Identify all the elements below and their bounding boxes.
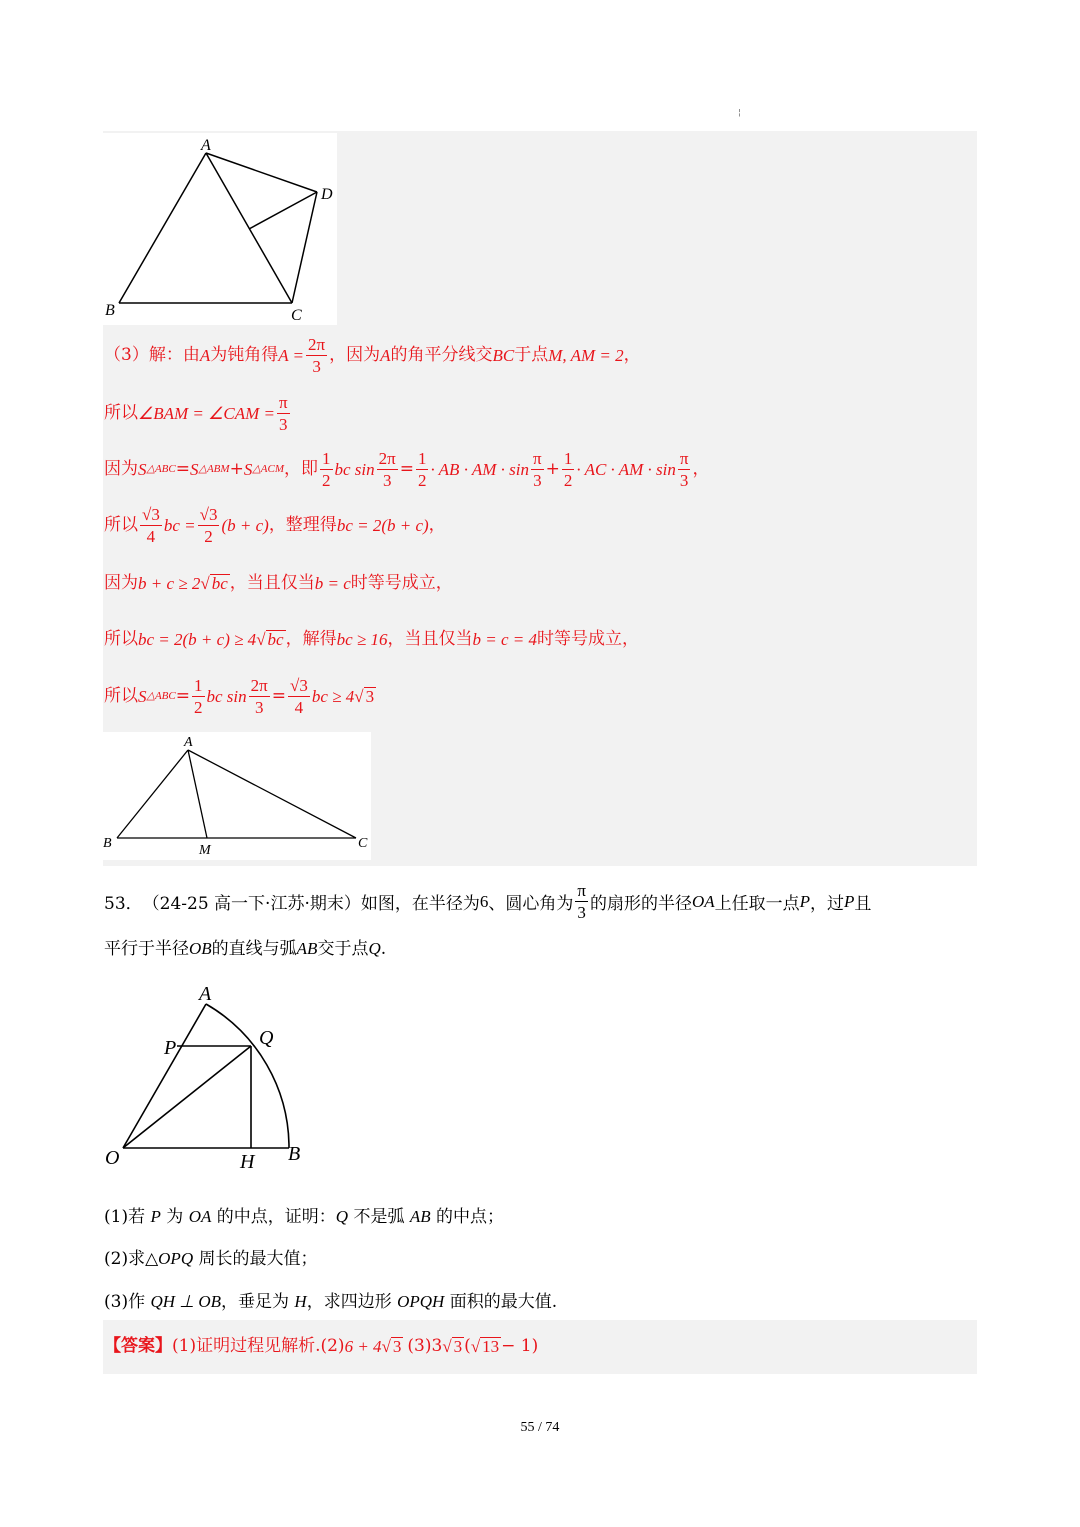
header-mark: ¦ [738,108,741,117]
label-B: B [288,1143,301,1165]
label-M: M [199,843,211,858]
solution-line-7: 所以 S △ABC = $\frac{1}{2}$ bc sin $\frac{2\pi}{3}$ = $\frac{√3}{4}$ bc ≥ 4 √ 3 [104,676,375,717]
solution-line-1: （3）解：由 A 为钝角得 A = $\frac{2\pi}{3}$ ，因为 A 的角平分线交 BC 于点 M, AM = 2 ， [104,335,641,376]
question-53-line-2: 平行于半径OB的直线与弧AB交于点Q. [104,939,387,959]
page-number: 55 / 74 [520,1420,560,1435]
label-P: P [164,1037,177,1059]
label-B: B [105,302,115,319]
solution-line-6: 所以 bc = 2(b + c) ≥ 4 √ bc ，解得 bc ≥ 16 ，当且仅当 b = c = 4 时等号成立， [104,629,639,650]
figure-triangle-bisector [103,732,371,860]
solution-line-5: 因为 b + c ≥ 2 √ bc ，当且仅当 b = c 时等号成立， [104,573,453,594]
label-Q: Q [259,1027,274,1049]
label-O: O [105,1147,120,1169]
figure-quadrilateral [103,133,337,325]
label-A: A [201,137,211,154]
answer-label: 【答案】 [104,1336,172,1357]
solution-line-4: 所以 $\frac{√3}{4}$ bc = $\frac{√3}{2}$ (b + c) ，整理得 bc = 2(b + c) ， [104,505,446,546]
question-number: 53． [104,894,143,914]
solution-line-2: 所以 ∠BAM = ∠CAM = $\frac{\pi}{3}$ [104,393,288,434]
label-H: H [240,1151,255,1173]
label-D: D [321,186,333,203]
subquestion-2: (2)求△OPQ 周长的最大值； [104,1249,318,1269]
label-A: A [199,983,212,1005]
question-53-line-1: 53． （24-25 高一下·江苏·期末） 如图，在半径为 6 、圆心角为 $\frac{\pi}{3}$ 的扇形的半径 OA 上任取一点 P ，过 P 且 [104,881,872,922]
subquestion-3: (3)作 QH ⊥ OB，垂足为 H，求四边形 OPQH 面积的最大值. [104,1292,558,1312]
label-A: A [184,735,193,750]
label-C: C [291,307,302,324]
label-C: C [358,836,368,851]
label-B: B [103,836,112,851]
question-source: （24-25 高一下·江苏·期末） [142,894,361,914]
answer-line: 【答案】 (1)证明过程见解析. (2) 6 + 4 √ 3 (3) 3 √ 3 ( √ 13 − 1) [104,1336,539,1357]
figure-sector [103,980,323,1180]
subquestion-1: (1)若 P 为 OA 的中点，证明：Q 不是弧 AB 的中点； [104,1207,505,1227]
solution-line-3: 因为 S △ABC = S △ABM + S △ACM ，即 $\frac{1}{2}$ bc sin $\frac{2\pi}{3}$ = $\frac{1}{2}$ · AB · AM · sin $\frac{\pi}{3}$ + $\frac{1}{2}$ · AC · AM · sin $\frac{\pi}{3}$ ， [104,449,710,490]
